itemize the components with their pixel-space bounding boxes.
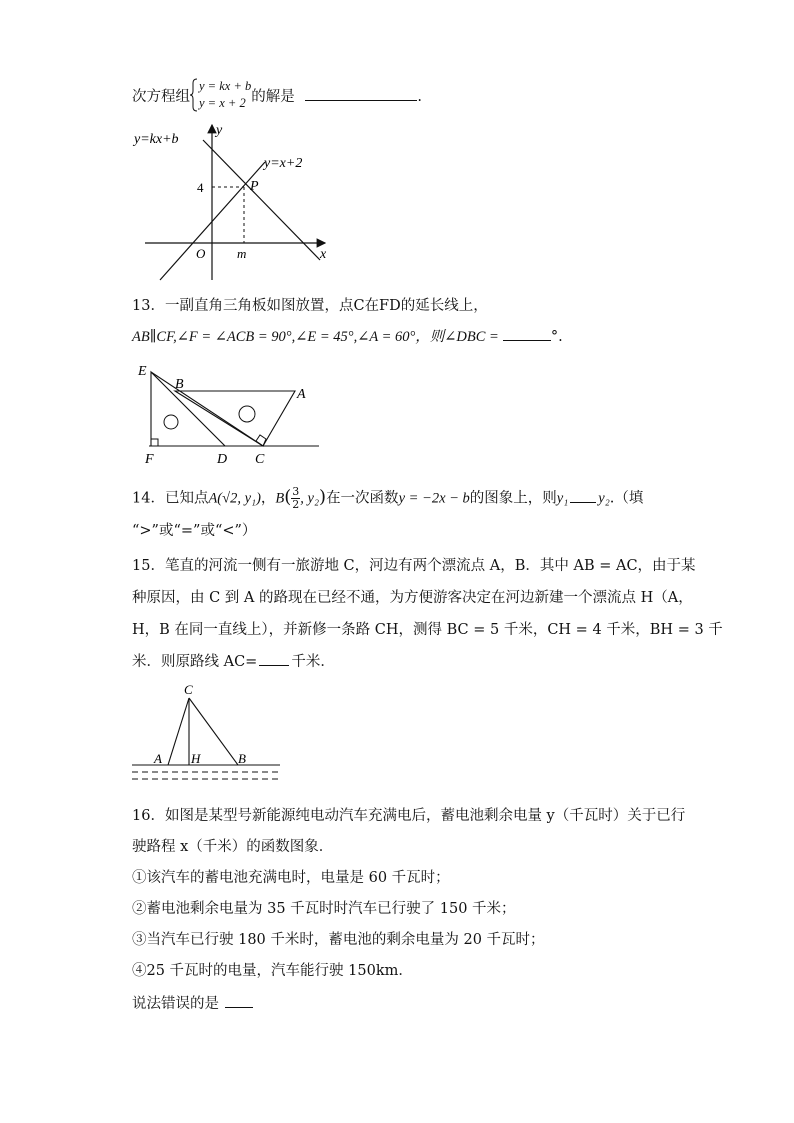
answer-blank-q13[interactable] xyxy=(503,326,551,341)
point-A: A(√2, y₁) xyxy=(208,490,261,507)
q12-end: . xyxy=(417,89,422,105)
y1-symbol: y₁ xyxy=(556,490,569,507)
equation-1: y = kx + b xyxy=(199,79,252,93)
q14-sep: ， xyxy=(260,490,276,507)
label-P: P xyxy=(250,179,259,194)
hole-left xyxy=(164,415,178,429)
equation-system xyxy=(190,78,251,112)
q15-line4-b: 千米． xyxy=(291,654,335,670)
q13-end: °. xyxy=(550,329,563,345)
line-kx-b xyxy=(203,140,320,260)
q14-line1: 14．已知点A(√2, y₁)，B( $\frac{3}{2}$ , y₂)在一次函数y = −2x − b的图象上，则y₁ y₂.（填 xyxy=(132,485,644,511)
label-E: E xyxy=(138,364,147,379)
answer-blank-q14[interactable] xyxy=(570,488,596,503)
q14-part4: .（填 xyxy=(609,490,644,507)
q15-line3: H，B 在同一直线上），并新修一条路 CH，测得 BC = 5 千米，CH = 4 千米，BH = 3 千 xyxy=(132,622,723,638)
q13-line2 xyxy=(132,326,563,347)
fraction-denominator: 2 xyxy=(292,498,300,511)
q16-line1: 16．如图是某型号新能源纯电动汽车充满电后，蓄电池剩余电量 y（千瓦时）关于已行 xyxy=(132,808,686,824)
fraction-3-2 xyxy=(291,486,300,511)
q16-item3: ③当汽车已行驶 180 千米时，蓄电池的剩余电量为 20 千瓦时； xyxy=(132,932,545,948)
q16-prompt: 说法错误的是 xyxy=(132,996,219,1012)
label-m: m xyxy=(237,246,247,261)
q13-line1: 13．一副直角三角板如图放置，点C在FD的延长线上， xyxy=(132,298,488,314)
q13-figure xyxy=(135,360,325,468)
q12-figure xyxy=(130,120,340,285)
q14-part2: 在一次函数 xyxy=(326,490,399,507)
q12-suffix: 的解是 xyxy=(251,89,295,105)
label-kx-b: y=kx+b xyxy=(134,132,179,147)
q12-prefix: 次方程组 xyxy=(132,89,190,105)
label-origin: O xyxy=(196,246,206,261)
y2-symbol: y₂ xyxy=(598,490,610,507)
label-B: B xyxy=(238,751,246,766)
label-C: C xyxy=(184,682,193,697)
answer-blank-q16[interactable] xyxy=(225,993,253,1008)
point-B-suffix: , y₂ xyxy=(300,490,320,507)
label-y: y xyxy=(216,123,223,138)
label-x: x xyxy=(320,247,327,262)
point-B-prefix: B xyxy=(275,490,285,507)
segment-BC-inner xyxy=(151,372,263,446)
q15-line2: 种原因，由 C 到 A 的路现在已经不通，为方便游客决定在河边新建一个漂流点 H（A， xyxy=(132,590,693,606)
q14-part3: 的图象上，则 xyxy=(469,490,557,507)
label-D: D xyxy=(217,452,228,467)
label-B: B xyxy=(175,377,184,392)
q13-condition: AB∥CF,∠F = ∠ACB = 90°,∠E = 45°,∠A = 60°，则∠DBC = xyxy=(132,329,499,345)
q14-line2: “>”或“=”或“<”） xyxy=(132,523,257,539)
q16-prompt-line xyxy=(132,993,253,1014)
q16-item1: ①该汽车的蓄电池充满电时，电量是 60 千瓦时； xyxy=(132,870,450,886)
triangle-EFD xyxy=(151,372,225,446)
label-4: 4 xyxy=(197,180,204,195)
segment-CA xyxy=(168,698,189,765)
label-C: C xyxy=(255,452,265,467)
fraction-numerator: 3 xyxy=(292,485,300,498)
label-F: F xyxy=(145,452,154,467)
q16-item2: ②蓄电池剩余电量为 35 千瓦时时汽车已行驶了 150 千米； xyxy=(132,901,516,917)
equation-2: y = x + 2 xyxy=(199,96,246,110)
label-x-plus-2: y=x+2 xyxy=(264,156,303,171)
hole-right xyxy=(239,406,255,422)
q15-line4-a: 米．则原路线 AC= xyxy=(132,654,258,670)
q12-text xyxy=(132,80,422,114)
label-A: A xyxy=(297,387,306,402)
label-A: A xyxy=(154,751,162,766)
function-expression: y = −2x − b xyxy=(398,490,470,507)
q16-line2: 驶路程 x（千米）的函数图象． xyxy=(132,839,334,855)
q15-line4 xyxy=(132,651,335,672)
right-angle-mark-F xyxy=(151,439,158,446)
answer-blank-q15[interactable] xyxy=(259,651,289,666)
q15-line1: 15．笔直的河流一侧有一旅游地 C，河边有两个漂流点 A，B．其中 AB = AC，由于某 xyxy=(132,558,696,574)
answer-blank-q12[interactable] xyxy=(305,86,417,101)
label-H: H xyxy=(191,751,201,766)
brace-icon xyxy=(190,78,198,112)
q15-figure xyxy=(130,680,290,785)
q16-item4: ④25 千瓦时的电量，汽车能行驶 150km． xyxy=(132,963,413,979)
q14-part1: 14．已知点 xyxy=(132,490,209,507)
